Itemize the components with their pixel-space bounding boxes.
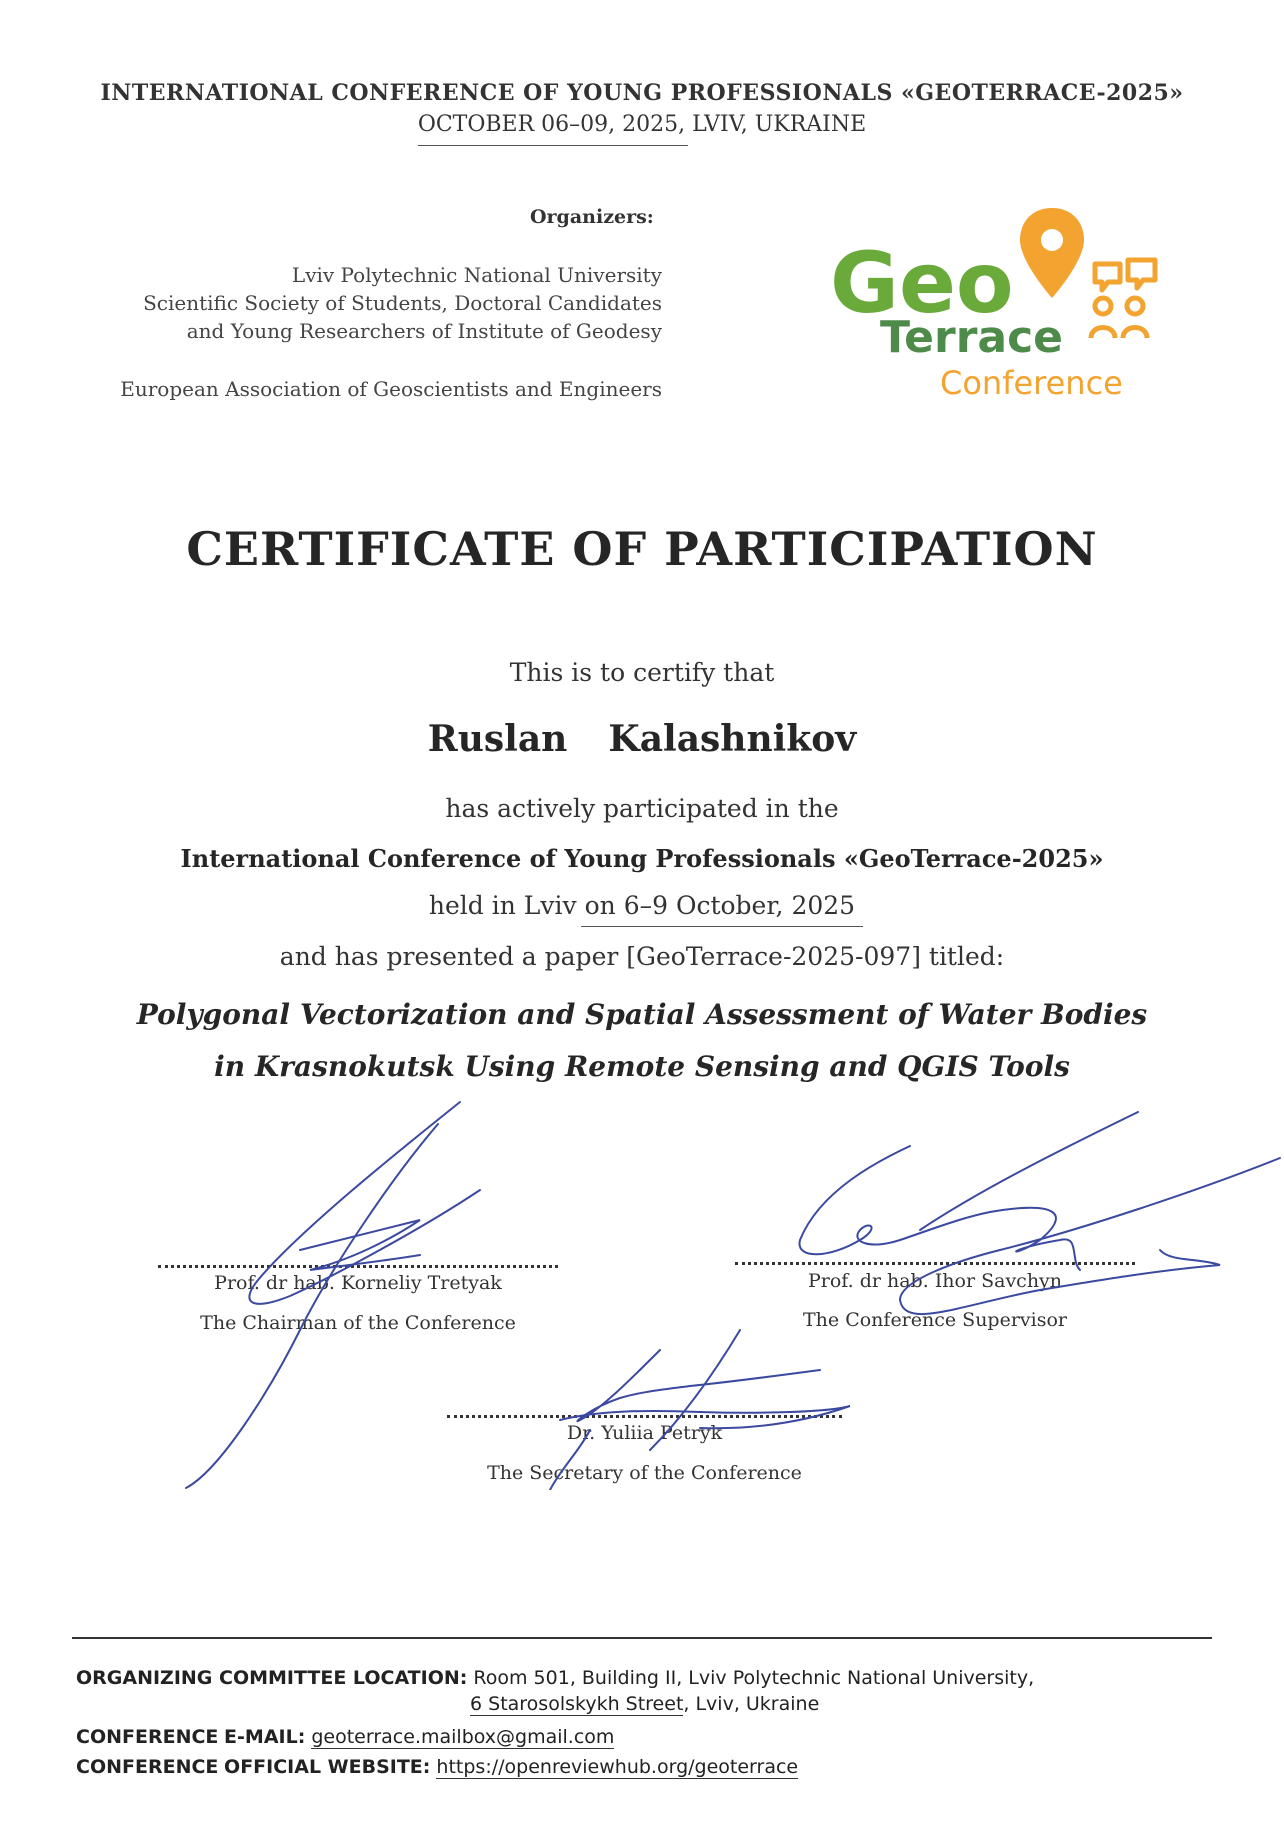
location-label: ORGANIZING COMMITTEE LOCATION: [76, 1667, 468, 1689]
conference-dates: OCTOBER 06–09, 2025, LVIV, UKRAINE [417, 112, 867, 137]
organizer-line-3: and Young Researchers of Institute of Geodesy [186, 319, 662, 343]
chairman-name: Prof. dr hab. Korneliy Tretyak [214, 1272, 502, 1294]
footer-website-line [76, 1756, 1226, 1778]
secretary-name: Dr. Yuliia Petryk [566, 1422, 723, 1444]
paper-title-line-2: in Krasnokutsk Using Remote Sensing and QGIS Tools [214, 1050, 1070, 1083]
website-link[interactable]: https://openreviewhub.org/geoterrace [436, 1756, 799, 1778]
signature-line-chairman [158, 1265, 558, 1268]
secretary-role: The Secretary of the Conference [487, 1462, 802, 1484]
footer-rule [72, 1637, 1212, 1639]
paper-intro: and has presented a paper [GeoTerrace-2025-097] titled: [279, 942, 1005, 971]
held-dates: on 6–9 October, 2025 [584, 891, 856, 920]
footer-location-line-2 [470, 1693, 1170, 1715]
organizer-line-1: Lviv Polytechnic National University [291, 263, 662, 287]
logo-terrace-text: Terrace [880, 312, 1064, 363]
email-label-2: E-MAIL: [224, 1726, 306, 1748]
conference-header: INTERNATIONAL CONFERENCE OF YOUNG PROFESSIONALS «GEOTERRACE-2025» [100, 80, 1184, 106]
organizers-label: Organizers: [530, 206, 654, 228]
conference-name: International Conference of Young Professionals «GeoTerrace-2025» [180, 844, 1104, 873]
chairman-signature [186, 1102, 480, 1488]
geoterrace-logo [820, 200, 1180, 400]
location-line-1: Room 501, Building II, Lviv Polytechnic National University, [473, 1667, 1035, 1689]
supervisor-role: The Conference Supervisor [803, 1309, 1067, 1331]
certificate-title: CERTIFICATE OF PARTICIPATION [186, 522, 1098, 576]
signature-line-secretary [447, 1415, 842, 1418]
logo-geo-text: Geo [830, 234, 1014, 332]
website-label-1: CONFERENCE [76, 1756, 219, 1778]
chat-bubbles-icon [1095, 260, 1155, 290]
location-city: , Lviv, Ukraine [683, 1693, 820, 1715]
organizer-line-4: European Association of Geoscientists and Engineers [120, 377, 662, 401]
supervisor-name: Prof. dr hab. Ihor Savchyn [807, 1270, 1063, 1292]
location-pin-icon [1020, 208, 1084, 298]
held-prefix: held in Lviv [428, 891, 585, 920]
footer-email-line [76, 1726, 1226, 1748]
held-line [0, 891, 1284, 920]
email-link[interactable]: geoterrace.mailbox@gmail.com [311, 1726, 615, 1748]
organizer-line-2: Scientific Society of Students, Doctoral Candidates [143, 291, 662, 315]
dates-underline [418, 145, 688, 146]
paper-title-line-1: Polygonal Vectorization and Spatial Assessment of Water Bodies [136, 998, 1148, 1031]
participated-text: has actively participated in the [445, 794, 839, 823]
participant-name: Ruslan Kalashnikov [427, 718, 857, 760]
email-label-1: CONFERENCE [76, 1726, 219, 1748]
held-dates-underline [581, 926, 863, 927]
people-icon [1091, 298, 1147, 338]
footer-location-line-1 [76, 1667, 1226, 1689]
chairman-role: The Chairman of the Conference [200, 1312, 516, 1334]
location-street: 6 Starosolskykh Street [470, 1693, 684, 1715]
website-label-2: OFFICIAL WEBSITE: [224, 1756, 431, 1778]
signature-line-supervisor [735, 1262, 1135, 1265]
certify-text: This is to certify that [509, 658, 775, 687]
logo-conference-text: Conference [940, 364, 1123, 400]
